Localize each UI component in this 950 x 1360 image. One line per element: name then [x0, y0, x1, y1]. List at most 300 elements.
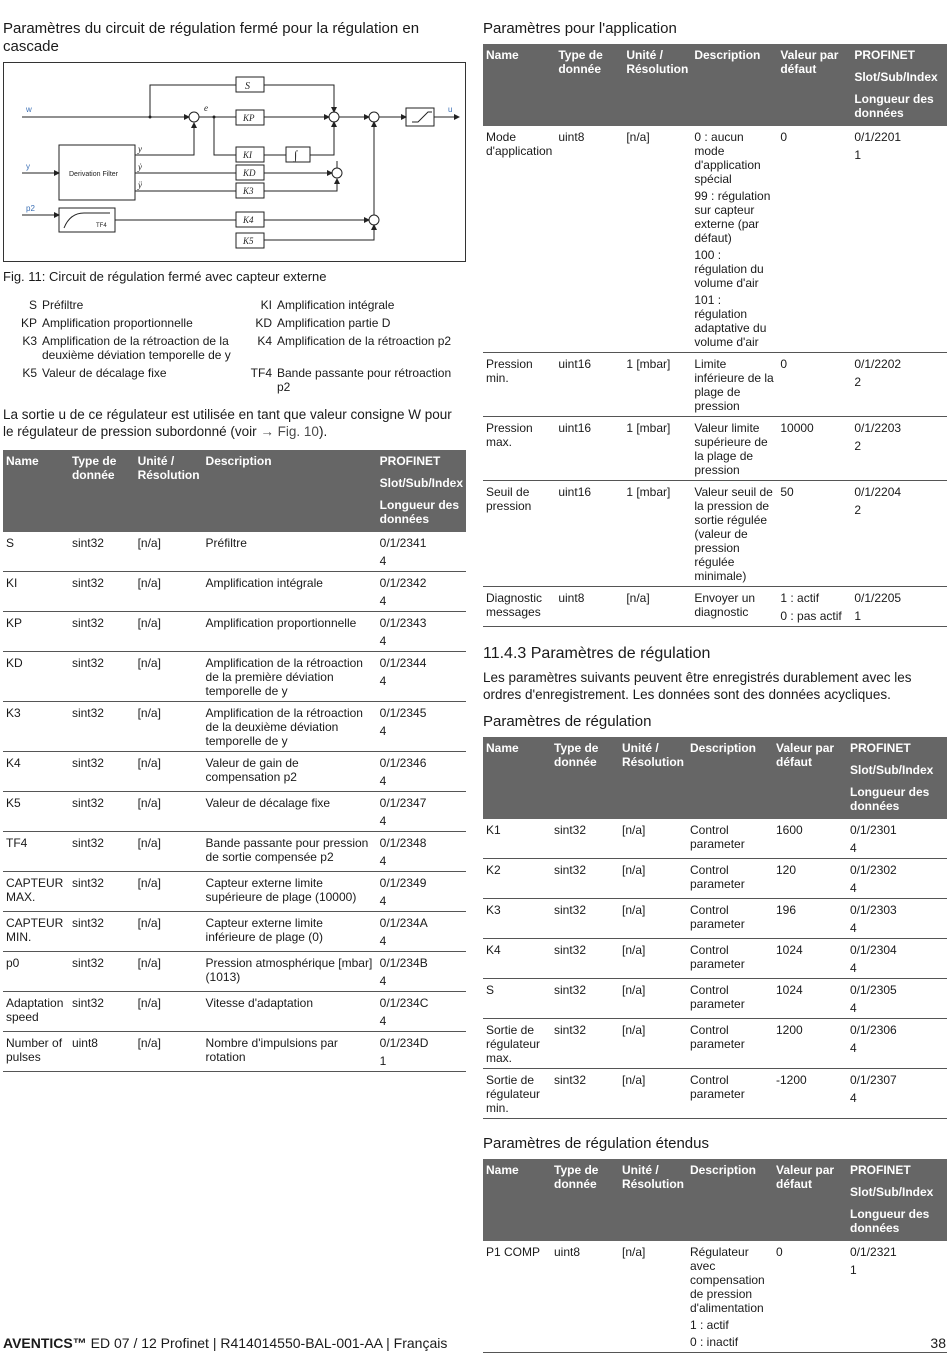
cell-type: uint16	[555, 353, 623, 417]
cell-index: 0/1/234A	[379, 916, 428, 930]
cell-default-value: 196	[776, 903, 797, 917]
col-unit: Unité / Résolution	[619, 737, 687, 819]
cell-unit: [n/a]	[619, 859, 687, 899]
cell-profinet	[377, 652, 466, 702]
cell-unit: [n/a]	[619, 1069, 687, 1119]
cell-desc	[691, 126, 777, 353]
cell-index: 0/1/2306	[850, 1023, 897, 1037]
cell-name: Sortie de régulateur min.	[483, 1069, 551, 1119]
col-desc: Description	[203, 450, 377, 532]
cell-length: 4	[379, 934, 387, 948]
legend-text: Préfiltre	[42, 298, 84, 312]
cell-desc: Valeur de gain de compensation p2	[203, 752, 377, 792]
cell-unit: [n/a]	[619, 899, 687, 939]
cell-desc	[691, 481, 777, 587]
col-profinet	[847, 737, 947, 819]
legend-text: Amplification de la rétroaction de la deuxième déviation temporelle de y	[42, 334, 231, 362]
table-row	[3, 652, 466, 702]
cell-desc: Control parameter	[687, 859, 773, 899]
cell-unit: [n/a]	[135, 792, 203, 832]
col-desc: Description	[687, 1159, 773, 1241]
footer-brand: AVENTICS™	[3, 1335, 87, 1351]
cell-length: 4	[379, 724, 387, 738]
col-unit: Unité / Résolution	[623, 44, 691, 126]
col-name: Name	[483, 737, 551, 819]
cell-name: Diagnostic messages	[483, 587, 555, 627]
diagram-output-u: u	[448, 105, 453, 114]
cell-desc: Préfiltre	[203, 532, 377, 572]
col-profinet-2: Slot/Sub/Index	[850, 1185, 934, 1199]
diagram-block-s: S	[245, 81, 250, 92]
cell-default-value: 0	[776, 1245, 783, 1259]
footer-text: ED 07 / 12 Profinet | R414014550-BAL-001-AA | Français	[86, 1335, 448, 1351]
cell-name: TF4	[3, 832, 69, 872]
cell-desc: Capteur externe limite supérieure de plage (10000)	[203, 872, 377, 912]
cell-unit: [n/a]	[623, 126, 691, 353]
cell-index: 0/1/2203	[854, 421, 902, 435]
cell-profinet	[377, 992, 466, 1032]
cell-desc: Valeur de décalage fixe	[203, 792, 377, 832]
cell-unit: [n/a]	[135, 912, 203, 952]
cell-default	[777, 126, 851, 353]
table-row	[3, 1032, 466, 1072]
cell-unit: [n/a]	[619, 1241, 687, 1353]
cell-type: sint32	[69, 612, 135, 652]
legend-text: Amplification proportionnelle	[42, 316, 193, 330]
cell-index: 0/1/2305	[850, 983, 897, 997]
cell-unit: [n/a]	[135, 992, 203, 1032]
diagram-input-y: y	[26, 162, 30, 171]
cell-desc: Amplification intégrale	[203, 572, 377, 612]
cell-name: S	[483, 979, 551, 1019]
cell-name: Pression min.	[483, 353, 555, 417]
cell-type: sint32	[69, 992, 135, 1032]
cell-profinet	[847, 819, 947, 859]
col-profinet	[847, 1159, 947, 1241]
cell-name: CAPTEUR MIN.	[3, 912, 69, 952]
cell-type: uint8	[69, 1032, 135, 1072]
cell-type: sint32	[69, 532, 135, 572]
table-row	[3, 752, 466, 792]
cell-length: 4	[379, 594, 387, 608]
cell-type: sint32	[69, 952, 135, 992]
cell-default-value: 50	[780, 485, 794, 499]
table-row	[483, 979, 947, 1019]
table-row	[483, 1069, 947, 1119]
cell-type: sint32	[551, 1019, 619, 1069]
cell-desc-line: 100 : régulation du volume d'air	[694, 248, 764, 290]
cell-profinet	[377, 1032, 466, 1072]
cell-desc: Amplification proportionnelle	[203, 612, 377, 652]
cell-desc: Control parameter	[687, 979, 773, 1019]
col-def: Valeur par défaut	[773, 1159, 847, 1241]
extended-heading: Paramètres de régulation étendus	[483, 1135, 709, 1152]
cell-desc: Control parameter	[687, 1019, 773, 1069]
cell-desc: Bande passante pour pression de sortie compensée p2	[203, 832, 377, 872]
cell-type: sint32	[69, 912, 135, 952]
cell-type: sint32	[69, 572, 135, 612]
left-column	[3, 20, 466, 1072]
col-profinet-2: Slot/Sub/Index	[850, 763, 934, 777]
cell-length: 4	[850, 1041, 857, 1055]
cell-unit: [n/a]	[135, 952, 203, 992]
cell-default-value: 1024	[776, 943, 803, 957]
legend-symbol: S	[28, 298, 37, 312]
extended-params-table	[483, 1159, 947, 1353]
cell-unit: [n/a]	[135, 752, 203, 792]
cell-name: KP	[3, 612, 69, 652]
cell-name: Mode d'application	[483, 126, 555, 353]
cell-length: 4	[850, 881, 857, 895]
cell-unit: [n/a]	[135, 832, 203, 872]
table-row	[3, 912, 466, 952]
col-type: Type de donnée	[551, 737, 619, 819]
cell-profinet	[377, 872, 466, 912]
col-profinet-1: PROFINET	[854, 48, 916, 62]
cell-index: 0/1/234D	[379, 1036, 429, 1050]
right-column	[483, 20, 947, 1353]
cell-type: uint8	[551, 1241, 619, 1353]
cell-unit: [n/a]	[135, 612, 203, 652]
cell-index: 0/1/2343	[379, 616, 427, 630]
cell-type: sint32	[69, 752, 135, 792]
cell-index: 0/1/2346	[379, 756, 427, 770]
cell-name: Adaptation speed	[3, 992, 69, 1032]
diagram-block-kp: KP	[243, 113, 255, 123]
col-name: Name	[483, 1159, 551, 1241]
cell-desc: Amplification de la rétroaction de la deuxième déviation temporelle de y	[203, 702, 377, 752]
cell-default	[773, 1069, 847, 1119]
table-row	[3, 572, 466, 612]
cell-index: 0/1/2201	[854, 130, 902, 144]
col-profinet-1: PROFINET	[379, 454, 441, 468]
cell-unit: [n/a]	[623, 587, 691, 627]
cell-unit: [n/a]	[135, 872, 203, 912]
col-type: Type de donnée	[69, 450, 135, 532]
diagram-block-k4: K4	[243, 215, 254, 225]
cell-profinet	[847, 859, 947, 899]
table-row	[3, 702, 466, 752]
diagram-filter-label: Derivation Filter	[69, 171, 119, 178]
table-row	[483, 587, 947, 627]
cell-desc-line: 0 : inactif	[690, 1335, 739, 1349]
cell-desc-line: 0 : aucun mode d'application spécial	[694, 130, 761, 186]
col-profinet	[377, 450, 466, 532]
circuit-heading: Paramètres du circuit de régulation fermé pour la régulation en cascade	[3, 20, 420, 55]
col-def: Valeur par défaut	[777, 44, 851, 126]
table-row	[483, 481, 947, 587]
cell-default-value: 10000	[780, 421, 814, 435]
cell-length: 4	[379, 674, 387, 688]
col-unit: Unité / Résolution	[619, 1159, 687, 1241]
cell-index: 0/1/2341	[379, 536, 427, 550]
cell-default	[773, 819, 847, 859]
col-profinet-3: Longueur des données	[850, 1207, 930, 1235]
cell-length: 4	[379, 774, 387, 788]
cell-default	[777, 587, 851, 627]
cell-unit: 1 [mbar]	[623, 353, 691, 417]
table-row	[483, 126, 947, 353]
col-profinet-1: PROFINET	[850, 741, 911, 755]
cell-type: sint32	[551, 819, 619, 859]
cell-name: Sortie de régulateur max.	[483, 1019, 551, 1069]
cell-profinet	[377, 752, 466, 792]
cell-index: 0/1/2347	[379, 796, 427, 810]
diagram-integrator: ∫	[294, 148, 298, 162]
cell-profinet	[847, 899, 947, 939]
cell-default	[773, 1019, 847, 1069]
cell-type: sint32	[551, 859, 619, 899]
diagram-block-k5: K5	[243, 236, 254, 246]
legend-symbol: KD	[255, 316, 272, 330]
cell-type: sint32	[69, 792, 135, 832]
footer	[3, 1335, 447, 1351]
section-intro: Les paramètres suivants peuvent être enregistrés durablement avec les ordres d'enregistrement. Les données sont des données acycliques.	[483, 670, 912, 702]
table-row	[483, 939, 947, 979]
cell-type: uint8	[555, 126, 623, 353]
cell-default	[777, 353, 851, 417]
cell-name: K3	[3, 702, 69, 752]
cell-desc: Vitesse d'adaptation	[203, 992, 377, 1032]
cell-default	[777, 481, 851, 587]
cell-default	[773, 899, 847, 939]
col-profinet-2: Slot/Sub/Index	[379, 476, 463, 490]
cell-desc: Control parameter	[687, 1069, 773, 1119]
legend-text: Bande passante pour rétroaction p2	[277, 366, 452, 394]
cell-desc-line: Limite inférieure de la plage de pression	[694, 357, 774, 413]
diagram-yddot-label: ÿ	[138, 180, 142, 190]
cell-profinet	[851, 417, 947, 481]
header-row	[483, 737, 947, 819]
cell-name: Seuil de pression	[483, 481, 555, 587]
table-row	[3, 532, 466, 572]
cell-desc: Nombre d'impulsions par rotation	[203, 1032, 377, 1072]
cell-length: 4	[379, 854, 387, 868]
legend-table	[3, 296, 466, 396]
cell-unit: [n/a]	[619, 979, 687, 1019]
col-profinet	[851, 44, 947, 126]
cell-type: uint16	[555, 481, 623, 587]
cell-default-value: 0	[780, 357, 788, 371]
table-row	[483, 417, 947, 481]
cell-length: 1	[379, 1054, 387, 1068]
legend-symbol: K5	[22, 366, 37, 380]
cell-type: sint32	[551, 979, 619, 1019]
col-type: Type de donnée	[555, 44, 623, 126]
cell-profinet	[377, 792, 466, 832]
legend-text: Amplification partie D	[277, 316, 391, 330]
cell-default-value: 1600	[776, 823, 803, 837]
cell-index: 0/1/2307	[850, 1073, 897, 1087]
fig-10-link[interactable]: → Fig. 10	[260, 424, 319, 439]
cell-length: 4	[379, 814, 387, 828]
table-row	[483, 899, 947, 939]
diagram-y-label: y	[138, 144, 142, 154]
cell-length: 1	[850, 1263, 857, 1277]
cell-index: 0/1/2303	[850, 903, 897, 917]
legend-symbol: K4	[257, 334, 272, 348]
col-profinet-3: Longueur des données	[850, 785, 930, 813]
cell-name: K5	[3, 792, 69, 832]
cell-length: 2	[854, 439, 862, 453]
cell-type: sint32	[551, 1069, 619, 1119]
cell-profinet	[851, 481, 947, 587]
page-number: 38	[930, 1335, 946, 1351]
legend-symbol: K3	[22, 334, 37, 348]
application-params-table	[483, 44, 947, 627]
cell-length: 4	[379, 894, 387, 908]
regulation-params-table	[483, 737, 947, 1119]
cell-desc: Control parameter	[687, 819, 773, 859]
cell-profinet	[851, 587, 947, 627]
cell-index: 0/1/234B	[379, 956, 428, 970]
cell-index: 0/1/2342	[379, 576, 427, 590]
table-row	[3, 872, 466, 912]
cell-desc-line: Envoyer un diagnostic	[694, 591, 756, 619]
legend-row	[3, 364, 466, 396]
cell-name: KI	[3, 572, 69, 612]
diagram-input-w: w	[26, 105, 32, 114]
application-heading: Paramètres pour l'application	[483, 20, 677, 37]
cell-length: 4	[379, 974, 387, 988]
cell-default	[773, 979, 847, 1019]
cell-desc-line: Valeur limite supérieure de la plage de pression	[694, 421, 768, 477]
cell-unit: 1 [mbar]	[623, 417, 691, 481]
col-profinet-1: PROFINET	[850, 1163, 911, 1177]
cell-desc	[691, 587, 777, 627]
cell-type: sint32	[69, 702, 135, 752]
header-row	[483, 44, 947, 126]
cell-name: KD	[3, 652, 69, 702]
cell-name: K4	[483, 939, 551, 979]
cell-profinet	[377, 912, 466, 952]
legend-text: Valeur de décalage fixe	[42, 366, 167, 380]
cell-profinet	[847, 1069, 947, 1119]
cell-desc-line: 101 : régulation adaptative du volume d'air	[694, 293, 767, 349]
cell-default	[773, 859, 847, 899]
cell-desc	[687, 1241, 773, 1353]
cell-name: K3	[483, 899, 551, 939]
col-profinet-3: Longueur des données	[379, 498, 459, 526]
section-title: 11.4.3 Paramètres de régulation	[483, 645, 711, 662]
cell-index: 0/1/2301	[850, 823, 897, 837]
cell-desc: Amplification de la rétroaction de la première déviation temporelle de y	[203, 652, 377, 702]
legend-row	[3, 314, 466, 332]
cell-desc-line: Valeur seuil de la pression de sortie régulée (valeur de pression régulée minimale)	[694, 485, 773, 583]
col-def: Valeur par défaut	[773, 737, 847, 819]
cell-name: K1	[483, 819, 551, 859]
cell-length: 4	[379, 1014, 387, 1028]
cell-name: Number of pulses	[3, 1032, 69, 1072]
cell-type: sint32	[551, 899, 619, 939]
cell-profinet	[377, 832, 466, 872]
cell-unit: [n/a]	[135, 702, 203, 752]
control-circuit-diagram	[3, 62, 466, 262]
cell-index: 0/1/2344	[379, 656, 427, 670]
cell-unit: 1 [mbar]	[623, 481, 691, 587]
cell-desc: Control parameter	[687, 899, 773, 939]
cell-default-value: 1 : actif	[780, 591, 820, 605]
cell-default-value: -1200	[776, 1073, 807, 1087]
table-row	[483, 1241, 947, 1353]
cascade-paragraph	[3, 406, 466, 440]
cell-index: 0/1/2321	[850, 1245, 897, 1259]
cell-name: P1 COMP	[483, 1241, 551, 1353]
cell-profinet	[847, 939, 947, 979]
cell-default	[773, 939, 847, 979]
cell-index: 0/1/2348	[379, 836, 427, 850]
cell-type: sint32	[69, 832, 135, 872]
cell-length: 4	[850, 921, 857, 935]
cell-unit: [n/a]	[135, 572, 203, 612]
cell-profinet	[377, 532, 466, 572]
table-row	[3, 612, 466, 652]
table-row	[483, 353, 947, 417]
table-row	[3, 832, 466, 872]
regulation-heading: Paramètres de régulation	[483, 713, 652, 730]
cell-length: 4	[850, 961, 857, 975]
col-profinet-2: Slot/Sub/Index	[854, 70, 938, 84]
cell-length: 4	[850, 841, 857, 855]
cell-unit: [n/a]	[135, 532, 203, 572]
cell-length: 4	[850, 1001, 857, 1015]
cell-profinet	[377, 572, 466, 612]
cell-index: 0/1/2202	[854, 357, 902, 371]
diagram-e-label: e	[204, 103, 208, 113]
cell-profinet	[377, 952, 466, 992]
table-row	[3, 792, 466, 832]
cell-profinet	[847, 1019, 947, 1069]
cell-profinet	[847, 979, 947, 1019]
cell-index: 0/1/234C	[379, 996, 429, 1010]
col-name: Name	[3, 450, 69, 532]
cell-length: 2	[854, 503, 862, 517]
cell-unit: [n/a]	[135, 1032, 203, 1072]
legend-symbol: KP	[20, 316, 37, 330]
cell-name: K2	[483, 859, 551, 899]
cell-default-value: 1024	[776, 983, 803, 997]
paragraph-text: La sortie u de ce régulateur est utilisée en tant que valeur consigne W pour le régulateur de pression subordonné (voir	[3, 407, 452, 439]
cell-default-value: 1200	[776, 1023, 803, 1037]
col-name: Name	[483, 44, 555, 126]
legend-text: Amplification de la rétroaction p2	[277, 334, 452, 348]
cell-length: 4	[379, 634, 387, 648]
cell-default	[773, 1241, 847, 1353]
col-desc: Description	[687, 737, 773, 819]
cell-default	[777, 417, 851, 481]
cell-index: 0/1/2302	[850, 863, 897, 877]
col-desc: Description	[691, 44, 777, 126]
cell-name: CAPTEUR MAX.	[3, 872, 69, 912]
table-row	[483, 859, 947, 899]
cell-desc-line: 1 : actif	[690, 1318, 729, 1332]
cell-index: 0/1/2304	[850, 943, 897, 957]
cell-index: 0/1/2349	[379, 876, 427, 890]
cell-type: uint16	[555, 417, 623, 481]
cell-name: K4	[3, 752, 69, 792]
cell-unit: [n/a]	[619, 939, 687, 979]
legend-row	[3, 332, 466, 364]
cell-type: sint32	[551, 939, 619, 979]
cell-profinet	[851, 126, 947, 353]
cell-length: 4	[850, 1091, 857, 1105]
cell-profinet	[377, 612, 466, 652]
legend-text: Amplification intégrale	[277, 298, 395, 312]
cell-default-value: 120	[776, 863, 797, 877]
paragraph-end: ).	[318, 424, 328, 439]
cell-length: 1	[854, 148, 862, 162]
cell-unit: [n/a]	[619, 819, 687, 859]
